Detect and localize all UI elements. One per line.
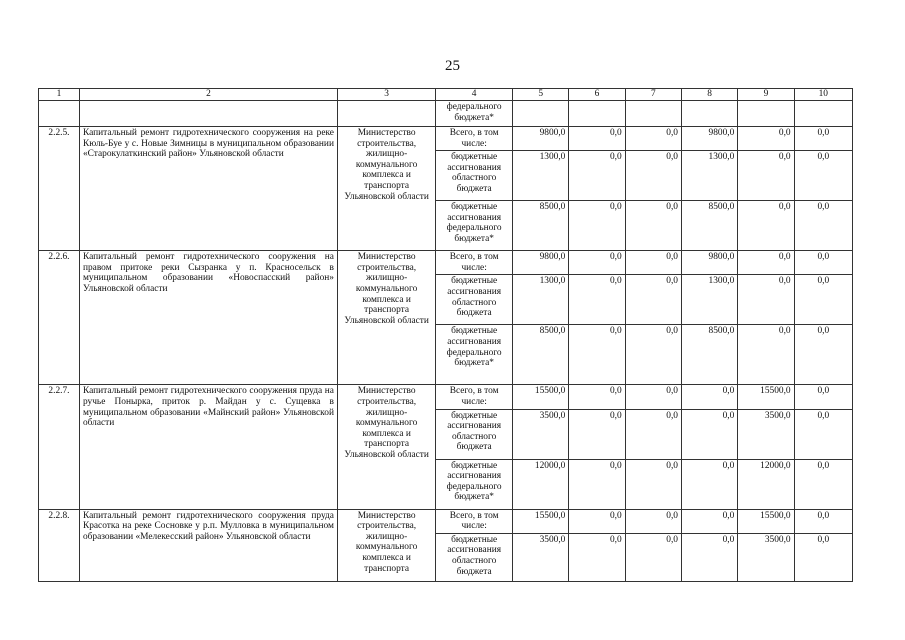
- value-cell: 0,0: [569, 201, 625, 251]
- value-cell: 15500,0: [738, 509, 794, 533]
- empty-cell: [794, 101, 852, 127]
- funding-source-cell: бюджетные ассигнования областного бюджета: [436, 533, 513, 581]
- value-cell: 8500,0: [681, 201, 737, 251]
- value-cell: 0,0: [738, 275, 794, 325]
- value-cell: 1300,0: [513, 151, 569, 201]
- value-cell: 0,0: [625, 385, 681, 409]
- program-table: [38, 88, 853, 582]
- value-cell: 0,0: [681, 459, 737, 509]
- value-cell: 0,0: [625, 127, 681, 151]
- value-cell: 0,0: [625, 151, 681, 201]
- funding-source-cell: Всего, в том числе:: [436, 251, 513, 275]
- item-number: 2.2.5.: [39, 127, 80, 251]
- value-cell: 12000,0: [738, 459, 794, 509]
- table-row: [39, 385, 853, 409]
- value-cell: 0,0: [794, 509, 852, 533]
- value-cell: 0,0: [569, 409, 625, 459]
- header-cell: 1: [39, 89, 80, 101]
- value-cell: 0,0: [569, 509, 625, 533]
- header-row: [39, 89, 853, 101]
- funding-source-cell: бюджетные ассигнования федерального бюджета*: [436, 201, 513, 251]
- value-cell: 8500,0: [513, 201, 569, 251]
- empty-cell: [513, 101, 569, 127]
- value-cell: 12000,0: [513, 459, 569, 509]
- value-cell: 0,0: [625, 251, 681, 275]
- value-cell: 0,0: [625, 509, 681, 533]
- item-title: Капитальный ремонт гидротехнического сооружения на правом притоке реки Сызранка у п. Красносельск в муниципальном образовании «Новоспасский район» Ульяновской области: [79, 251, 337, 385]
- value-cell: 1300,0: [681, 275, 737, 325]
- item-title: Капитальный ремонт гидротехнического сооружения пруда Красотка на реке Сосновке у р.п. Мулловка в муниципальном образовании «Мелекесский район» Ульяновской области: [79, 509, 337, 581]
- value-cell: 0,0: [794, 127, 852, 151]
- value-cell: 0,0: [794, 409, 852, 459]
- value-cell: 0,0: [569, 385, 625, 409]
- table-row: [39, 509, 853, 533]
- header-cell: 9: [738, 89, 794, 101]
- header-cell: 2: [79, 89, 337, 101]
- value-cell: 15500,0: [513, 509, 569, 533]
- item-number: 2.2.7.: [39, 385, 80, 509]
- page-number: 25: [445, 58, 460, 74]
- funding-source-cell: бюджетные ассигнования областного бюджета: [436, 151, 513, 201]
- value-cell: 0,0: [681, 533, 737, 581]
- value-cell: 9800,0: [681, 251, 737, 275]
- continuation-row: [39, 101, 853, 127]
- item-executor: Министерство строительства, жилищно-коммунального комплекса и транспорта Ульяновской области: [337, 385, 435, 509]
- value-cell: 9800,0: [681, 127, 737, 151]
- value-cell: 0,0: [569, 151, 625, 201]
- empty-cell: [738, 101, 794, 127]
- header-cell: 8: [681, 89, 737, 101]
- value-cell: 0,0: [569, 459, 625, 509]
- value-cell: 0,0: [681, 409, 737, 459]
- value-cell: 0,0: [738, 127, 794, 151]
- value-cell: 0,0: [794, 275, 852, 325]
- funding-source-cell: бюджетные ассигнования федерального бюджета*: [436, 325, 513, 385]
- item-executor: Министерство строительства, жилищно-коммунального комплекса и транспорта: [337, 509, 435, 581]
- value-cell: 0,0: [794, 533, 852, 581]
- value-cell: 8500,0: [513, 325, 569, 385]
- item-executor: Министерство строительства, жилищно-коммунального комплекса и транспорта Ульяновской области: [337, 127, 435, 251]
- empty-cell: [681, 101, 737, 127]
- value-cell: 15500,0: [513, 385, 569, 409]
- value-cell: 0,0: [794, 459, 852, 509]
- value-cell: 0,0: [625, 533, 681, 581]
- empty-cell: [625, 101, 681, 127]
- value-cell: 8500,0: [681, 325, 737, 385]
- value-cell: 9800,0: [513, 251, 569, 275]
- value-cell: 0,0: [738, 151, 794, 201]
- funding-source-cell: бюджетные ассигнования федерального бюджета*: [436, 459, 513, 509]
- value-cell: 0,0: [625, 325, 681, 385]
- value-cell: 0,0: [738, 201, 794, 251]
- value-cell: 0,0: [625, 409, 681, 459]
- value-cell: 0,0: [681, 509, 737, 533]
- value-cell: 3500,0: [738, 533, 794, 581]
- value-cell: 0,0: [569, 325, 625, 385]
- value-cell: 1300,0: [681, 151, 737, 201]
- funding-source-cell: бюджетные ассигнования областного бюджета: [436, 275, 513, 325]
- value-cell: 0,0: [625, 201, 681, 251]
- header-cell: 10: [794, 89, 852, 101]
- value-cell: 0,0: [738, 251, 794, 275]
- item-number: 2.2.6.: [39, 251, 80, 385]
- header-cell: 6: [569, 89, 625, 101]
- value-cell: 0,0: [794, 151, 852, 201]
- item-title: Капитальный ремонт гидротехнического сооружения пруда на ручье Понырка, приток р. Майдан у с. Сущевка в муниципальном образовании «Майнский район» Ульяновской области: [79, 385, 337, 509]
- funding-source-cell: Всего, в том числе:: [436, 385, 513, 409]
- empty-cell: [337, 101, 435, 127]
- value-cell: 0,0: [794, 251, 852, 275]
- table-row: [39, 251, 853, 275]
- empty-cell: [39, 101, 80, 127]
- value-cell: 0,0: [625, 275, 681, 325]
- value-cell: 0,0: [794, 201, 852, 251]
- header-cell: 7: [625, 89, 681, 101]
- item-title: Капитальный ремонт гидротехнического сооружения на реке Кюль-Буе у с. Новые Зимницы в муниципальном образовании «Старокулаткинский район» Ульяновской области: [79, 127, 337, 251]
- value-cell: 0,0: [625, 459, 681, 509]
- value-cell: 0,0: [569, 533, 625, 581]
- value-cell: 0,0: [681, 385, 737, 409]
- value-cell: 1300,0: [513, 275, 569, 325]
- empty-cell: [569, 101, 625, 127]
- value-cell: 3500,0: [738, 409, 794, 459]
- value-cell: 0,0: [794, 385, 852, 409]
- value-cell: 0,0: [794, 325, 852, 385]
- funding-source-cell: федерального бюджета*: [436, 101, 513, 127]
- empty-cell: [79, 101, 337, 127]
- value-cell: 0,0: [569, 275, 625, 325]
- value-cell: 15500,0: [738, 385, 794, 409]
- value-cell: 0,0: [738, 325, 794, 385]
- value-cell: 0,0: [569, 127, 625, 151]
- header-cell: 4: [436, 89, 513, 101]
- header-cell: 3: [337, 89, 435, 101]
- value-cell: 3500,0: [513, 409, 569, 459]
- table-row: [39, 127, 853, 151]
- value-cell: 0,0: [569, 251, 625, 275]
- value-cell: 9800,0: [513, 127, 569, 151]
- value-cell: 3500,0: [513, 533, 569, 581]
- funding-source-cell: Всего, в том числе:: [436, 509, 513, 533]
- header-cell: 5: [513, 89, 569, 101]
- funding-source-cell: бюджетные ассигнования областного бюджета: [436, 409, 513, 459]
- item-executor: Министерство строительства, жилищно-коммунального комплекса и транспорта Ульяновской области: [337, 251, 435, 385]
- funding-source-cell: Всего, в том числе:: [436, 127, 513, 151]
- item-number: 2.2.8.: [39, 509, 80, 581]
